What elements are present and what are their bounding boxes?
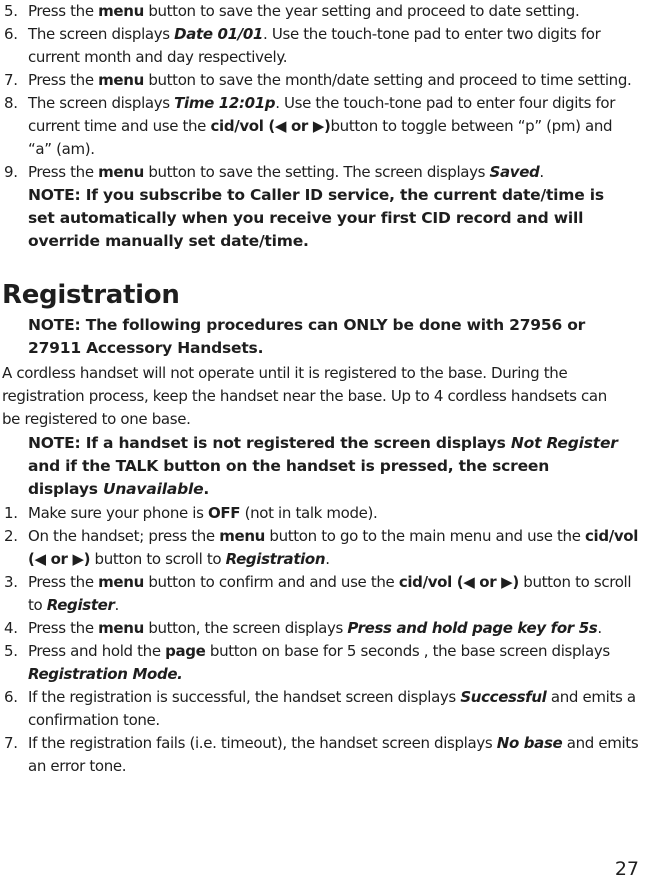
list-item: 2. On the handset; press the menu button to go to the main menu and use the cid/vol (◀ or ▶) button to scroll to Registration. [4,527,639,568]
caller-id-note: NOTE: If you subscribe to Caller ID service, the current date/time is set automatically when you receive your first CID record and will override manually set date/time. [28,186,604,250]
list-item: 5. Press and hold the page button on base for 5 seconds , the base screen displays Registration Mode. [4,642,610,683]
registration-steps [0,502,640,778]
not-registered-note: NOTE: If a handset is not registered the screen displays Not Register and if the TALK button on the handset is pressed, the screen displays Unavailable. [28,434,618,498]
list-item: 6. The screen displays Date 01/01. Use the touch-tone pad to enter two digits for current month and day respectively. [4,25,601,66]
date-time-steps [0,0,640,184]
list-item: 7. Press the menu button to save the month/date setting and proceed to time setting. [4,71,632,89]
list-item: 1. Make sure your phone is OFF (not in talk mode). [4,504,378,522]
page-number: 27 [614,858,639,880]
registration-heading: Registration [2,280,180,310]
list-item: 8. The screen displays Time 12:01p. Use the touch-tone pad to enter four digits for current time and use the cid/vol (◀ or ▶)button to toggle between “p” (pm) and “a” (am). [4,94,616,158]
list-item: 6. If the registration is successful, the handset screen displays Successful and emits a confirmation tone. [4,688,636,729]
date-time-setting-section [0,0,640,253]
registration-section [0,280,640,778]
accessory-handset-note: NOTE: The following procedures can ONLY be done with 27956 or 27911 Accessory Handsets. [28,316,586,357]
list-item: 3. Press the menu button to confirm and and use the cid/vol (◀ or ▶) button to scroll to Register. [4,573,632,614]
list-item: 7. If the registration fails (i.e. timeout), the handset screen displays No base and emits an error tone. [4,734,639,775]
list-item: 5. Press the menu button to save the year setting and proceed to date setting. [4,2,580,20]
list-item: 4. Press the menu button, the screen displays Press and hold page key for 5s. [4,619,602,637]
list-item: 9. Press the menu button to save the setting. The screen displays Saved. [4,163,544,181]
registration-intro: A cordless handset will not operate until it is registered to the base. During the registration process, keep the handset near the base. Up to 4 cordless handsets can be registered to one base. [2,364,607,428]
